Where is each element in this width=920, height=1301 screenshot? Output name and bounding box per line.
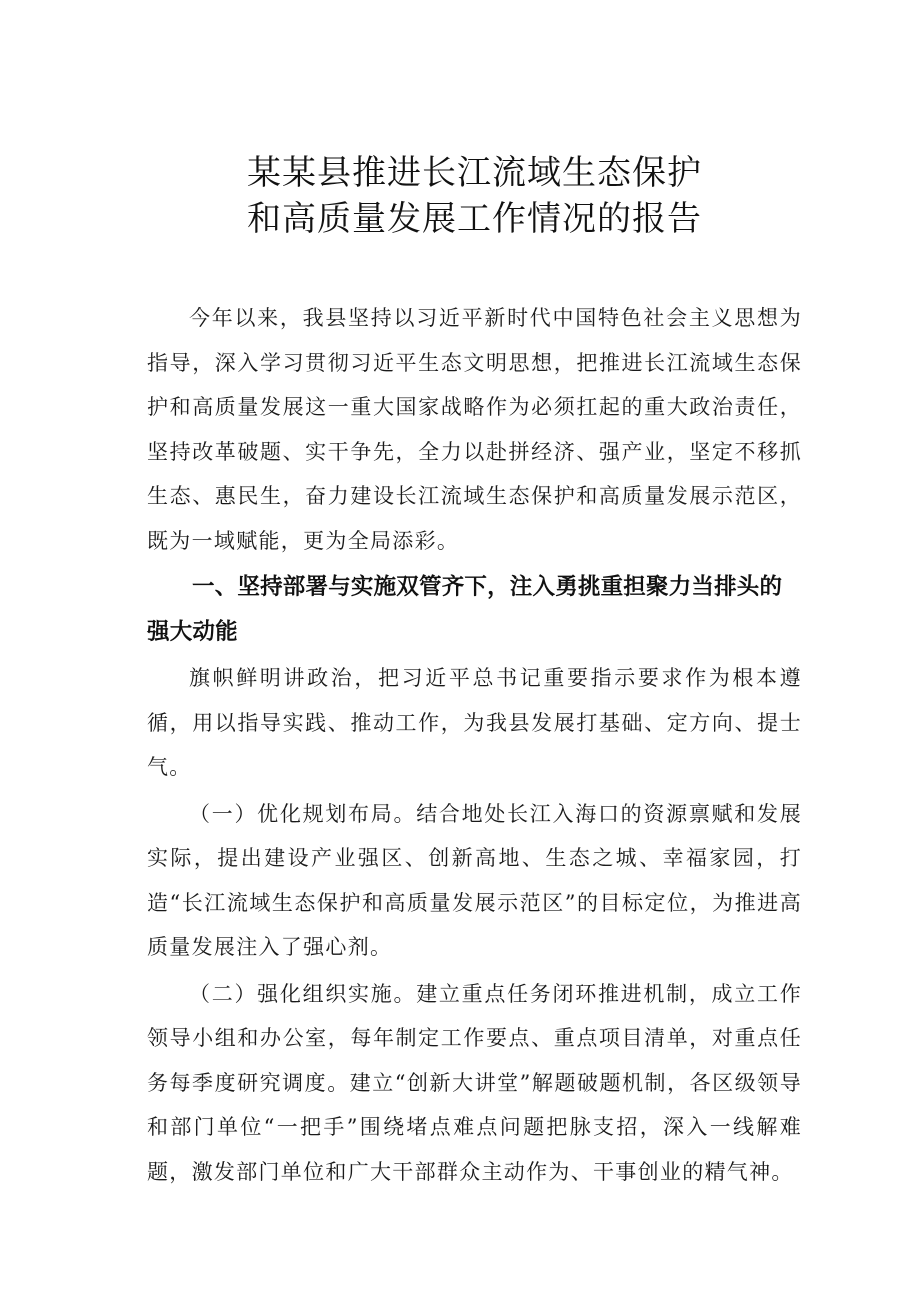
section-1-lead-paragraph: 旗帜鲜明讲政治，把习近平总书记重要指示要求作为根本遵循，用以指导实践、推动工作，为我县发展打基础、定方向、提士气。 bbox=[147, 666, 802, 779]
section-1-heading: 一、坚持部署与实施双管齐下，注入勇挑重担聚力当排头的强大动能 bbox=[147, 574, 783, 645]
section-1-item-1-paragraph: （一）优化规划布局。结合地处长江入海口的资源禀赋和发展实际，提出建设产业强区、创新高地、生态之城、幸福家园，打造“长江流域生态保护和高质量发展示范区”的目标定位，为推进高质量发展注入了强心剂。 bbox=[147, 801, 802, 959]
intro-paragraph: 今年以来，我县坚持以习近平新时代中国特色社会主义思想为指导，深入学习贯彻习近平生态文明思想，把推进长江流域生态保护和高质量发展这一重大国家战略作为必须扛起的重大政治责任，坚持改革破题、实干争先，全力以赴拼经济、强产业，坚定不移抓生态、惠民生，奋力建设长江流域生态保护和高质量发展示范区，既为一域赋能，更为全局添彩。 bbox=[147, 306, 802, 553]
document-title-line-1: 某某县推进长江流域生态保护 bbox=[247, 153, 702, 193]
section-1-item-2-paragraph: （二）强化组织实施。建立重点任务闭环推进机制，成立工作领导小组和办公室，每年制定工作要点、重点项目清单，对重点任务每季度研究调度。建立“创新大讲堂”解题破题机制，各区级领导和部门单位“一把手”围绕堵点难点问题把脉支招，深入一线解难题，激发部门单位和广大干部群众主动作为、干事创业的精气神。 bbox=[147, 981, 802, 1184]
document-title bbox=[147, 150, 802, 242]
document-title-line-2: 和高质量发展工作情况的报告 bbox=[247, 199, 702, 239]
